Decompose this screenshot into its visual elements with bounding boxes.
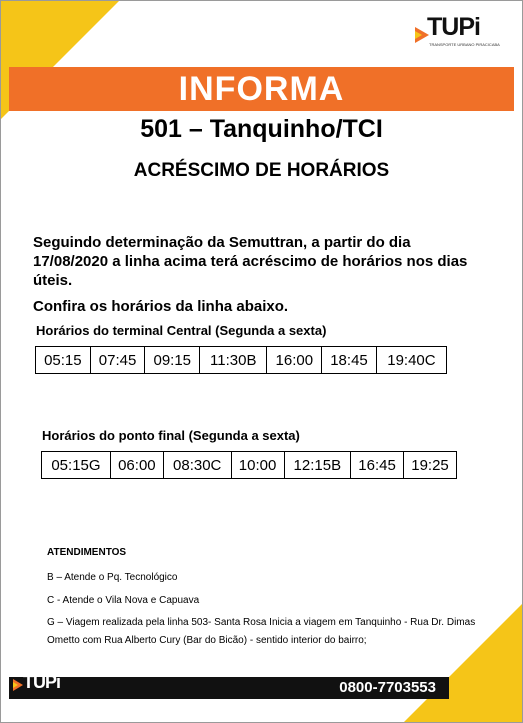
footer-logo-arrow-icon: [13, 679, 23, 691]
banner-title: INFORMA: [178, 69, 345, 108]
note-b: B – Atende o Pq. Tecnológico: [47, 572, 178, 583]
footer-logo: [13, 671, 83, 701]
tupi-logo: [415, 13, 507, 53]
time-cell: 12:15B: [284, 452, 351, 479]
logo-tagline: TRANSPORTE URBANO PIRACICABA: [429, 42, 500, 47]
atendimentos-title: ATENDIMENTOS: [47, 547, 127, 558]
footer-logo-wordmark: TUPi: [23, 672, 61, 692]
time-cell: 11:30B: [200, 347, 267, 374]
time-cell: 19:25: [404, 452, 457, 479]
central-schedule-label: Horários do terminal Central (Segunda a sexta): [36, 323, 327, 338]
time-cell: 19:40C: [376, 347, 446, 374]
note-c: C - Atende o Vila Nova e Capuava: [47, 595, 200, 606]
time-cell: 08:30C: [163, 452, 231, 479]
time-cell: 16:00: [267, 347, 322, 374]
time-cell: 05:15: [36, 347, 91, 374]
central-schedule-table: [35, 346, 447, 374]
time-cell: 10:00: [231, 452, 284, 479]
informa-banner: [9, 67, 514, 111]
time-cell: 05:15G: [42, 452, 111, 479]
note-g: G – Viagem realizada pela linha 503- Santa Rosa Inicia a viagem em Tanquinho - Rua Dr. Dimas Ometto com Rua Alberto Cury (Bar do Bicão) - sentido interior do bairro;: [47, 617, 476, 646]
logo-wordmark: TUPi: [427, 13, 480, 41]
time-cell: 09:15: [145, 347, 200, 374]
notice-subtitle: ACRÉSCIMO DE HORÁRIOS: [133, 160, 390, 181]
time-cell: 16:45: [351, 452, 404, 479]
line-title: 501 – Tanquinho/TCI: [140, 115, 383, 143]
final-schedule-table: [41, 451, 457, 479]
time-cell: 07:45: [90, 347, 145, 374]
notice-paragraph: Seguindo determinação da Semuttran, a partir do dia 17/08/2020 a linha acima terá acréscimo de horários nos dias úteis.: [33, 234, 468, 289]
time-cell: 06:00: [110, 452, 163, 479]
final-schedule-label: Horários do ponto final (Segunda a sexta): [42, 428, 300, 443]
confira-text: Confira os horários da linha abaixo.: [33, 298, 289, 315]
footer-phone: 0800-7703553: [339, 679, 436, 696]
time-cell: 18:45: [322, 347, 377, 374]
